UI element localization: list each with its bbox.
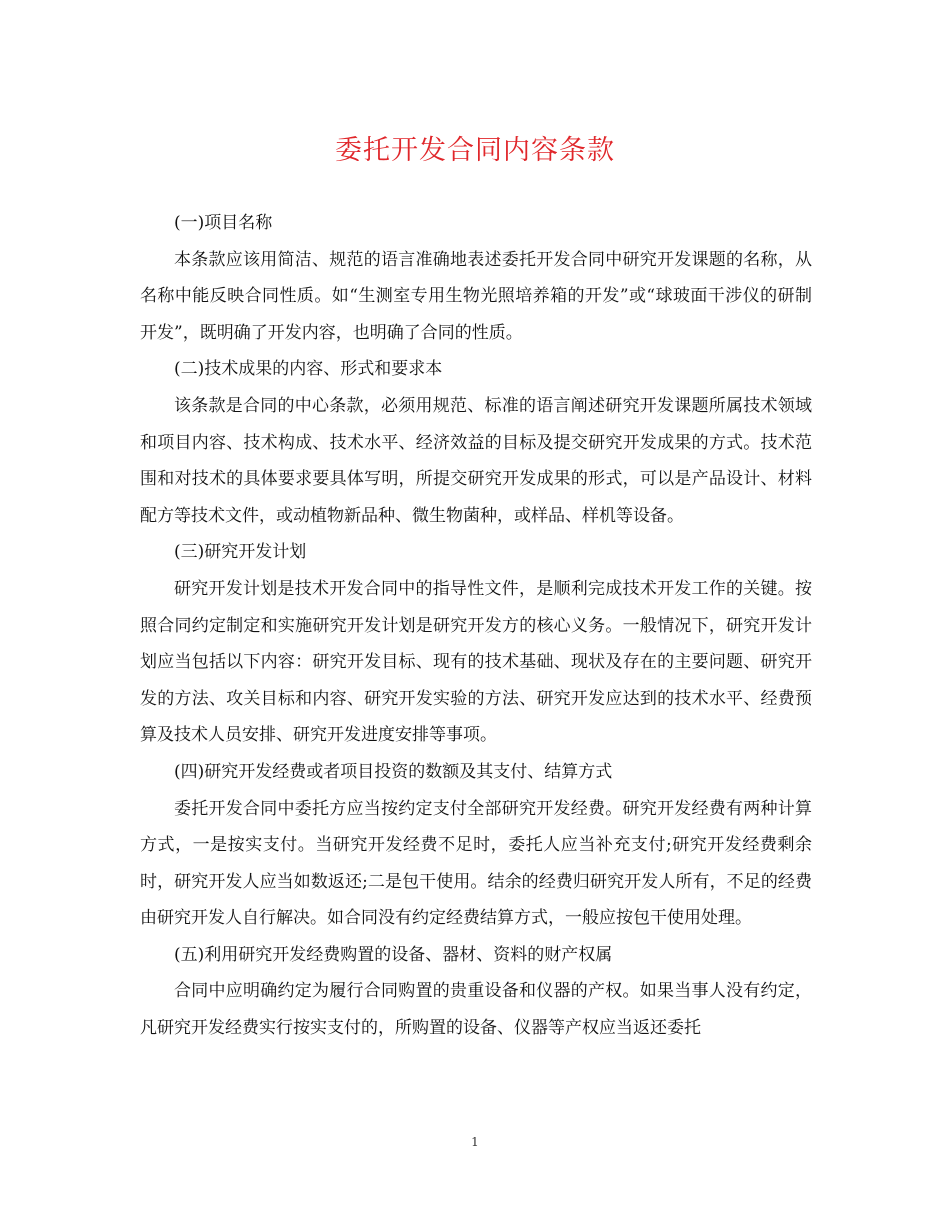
section-body-4: 委托开发合同中委托方应当按约定支付全部研究开发经费。研究开发经费有两种计算方式，一是按实支付。当研究开发经费不足时，委托人应当补充支付;研究开发经费剩余时，研究开发人应当如数返还;二是包干使用。结余的经费归研究开发人所有，不足的经费由研究开发人自行解决。如合同没有约定经费结算方式，一般应按包干使用处理。 xyxy=(140,798,812,929)
section-heading-3: (三)研究开发计划 xyxy=(174,542,307,563)
section-body-1: 本条款应该用简洁、规范的语言准确地表述委托开发合同中研究开发课题的名称，从名称中能反映合同性质。如“生测室专用生物光照培养箱的开发”或“球玻面干涉仪的研制开发”，既明确了开发内容，也明确了合同的性质。 xyxy=(140,249,812,343)
section-heading-5: (五)利用研究开发经费购置的设备、器材、资料的财产权属 xyxy=(174,944,613,965)
document-title: 委托开发合同内容条款 xyxy=(335,135,615,166)
section-body-5: 合同中应明确约定为履行合同购置的贵重设备和仪器的产权。如果当事人没有约定，凡研究开发经费实行按实支付的，所购置的设备、仪器等产权应当返还委托 xyxy=(140,981,812,1039)
section-heading-1: (一)项目名称 xyxy=(174,213,273,233)
section-body-2: 该条款是合同的中心条款，必须用规范、标准的语言阐述研究开发课题所属技术领域和项目内容、技术构成、技术水平、经济效益的目标及提交研究开发成果的方式。技术范围和对技术的具体要求要具体写明，所提交研究开发成果的形式，可以是产品设计、材料配方等技术文件，或动植物新品种、微生物菌种，或样品、样机等设备。 xyxy=(140,395,812,526)
section-body-3: 研究开发计划是技术开发合同中的指导性文件，是顺利完成技术开发工作的关键。按照合同约定制定和实施研究开发计划是研究开发方的核心义务。一般情况下，研究开发计划应当包括以下内容：研究开发目标、现有的技术基础、现状及存在的主要问题、研究开发的方法、攻关目标和内容、研究开发实验的方法、研究开发应达到的技术水平、经费预算及技术人员安排、研究开发进度安排等事项。 xyxy=(140,578,812,746)
section-heading-4: (四)研究开发经费或者项目投资的数额及其支付、结算方式 xyxy=(174,761,613,782)
section-heading-2: (二)技术成果的内容、形式和要求本 xyxy=(174,359,443,380)
document-body xyxy=(140,205,812,1047)
page-number: 1 xyxy=(471,1135,479,1149)
